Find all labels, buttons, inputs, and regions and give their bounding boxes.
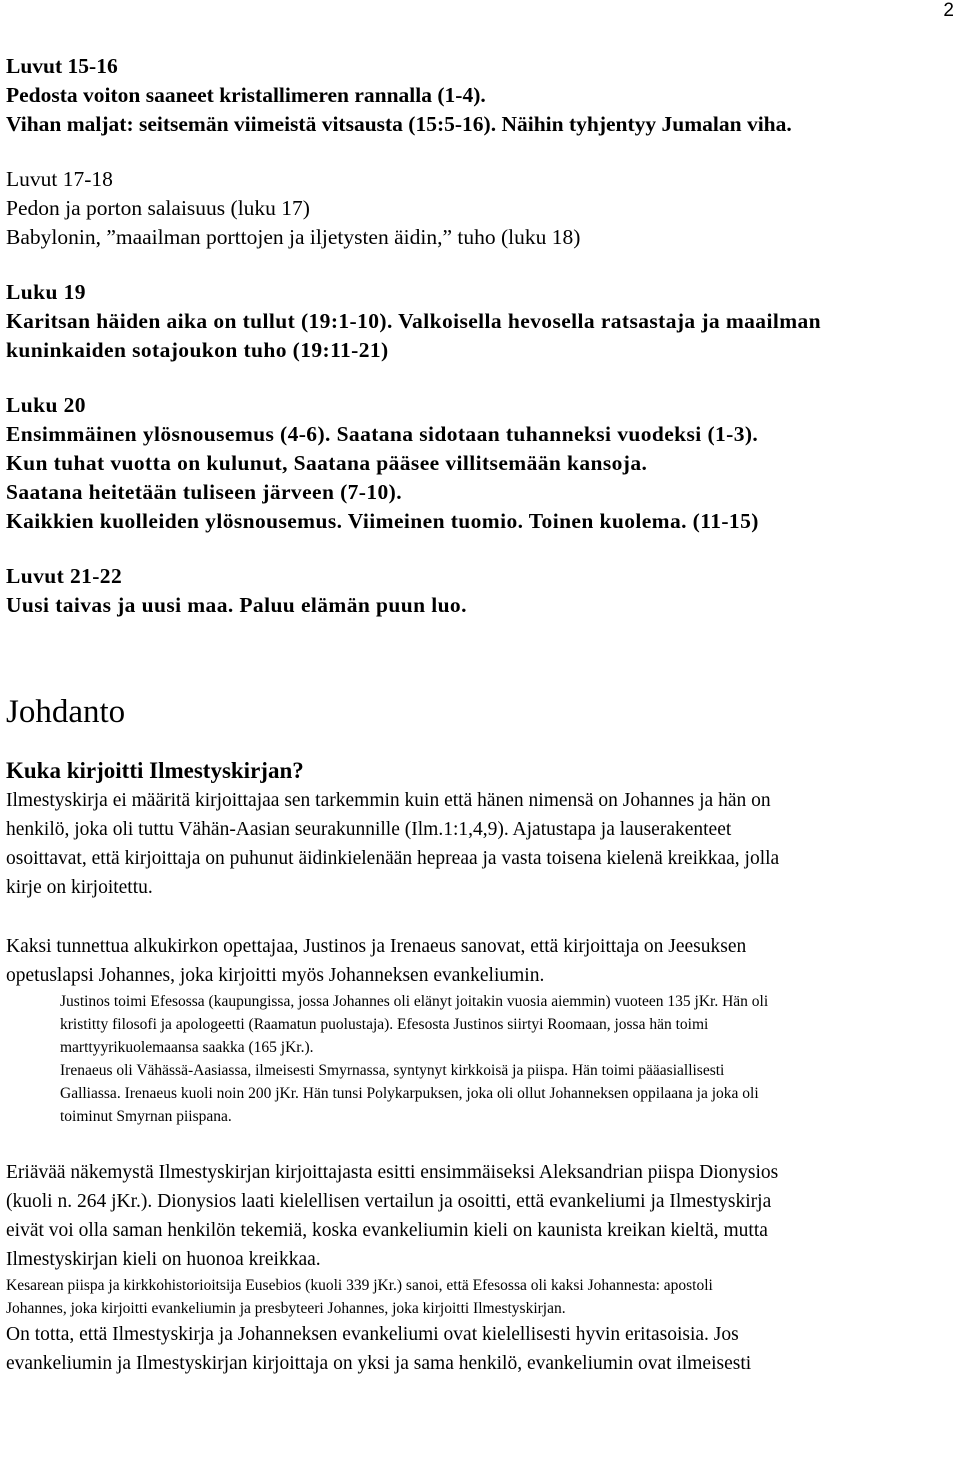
outline-section bbox=[6, 562, 954, 620]
outline-line: Kun tuhat vuotta on kulunut, Saatana pääsee villitsemään kansoja. bbox=[6, 451, 648, 475]
paragraph-line: eivät voi olla saman henkilön tekemiä, koska evankeliumin kieli on kaunista kreikan kieltä, mutta bbox=[6, 1220, 768, 1241]
outline-line: Kaikkien kuolleiden ylösnousemus. Viimeinen tuomio. Toinen kuolema. (11-15) bbox=[6, 509, 759, 533]
note-line: Johannes, joka kirjoitti evankeliumin ja presbyteeri Johannes, joka kirjoitti Ilmestyskirjan. bbox=[6, 1300, 566, 1317]
paragraph-line: opetuslapsi Johannes, joka kirjoitti myös Johanneksen evankeliumin. bbox=[6, 965, 545, 986]
outline-line: Pedosta voiton saaneet kristallimeren rannalla (1-4). bbox=[6, 83, 486, 107]
note-line: toiminut Smyrnan piispana. bbox=[60, 1108, 232, 1125]
outline-heading: Luvut 15-16 bbox=[6, 54, 118, 78]
outline-section bbox=[6, 391, 954, 536]
paragraph-line: osoittavat, että kirjoittaja on puhunut äidinkielenään hepreaa ja vasta toisena kielenä kreikkaa, jolla bbox=[6, 848, 780, 869]
paragraph bbox=[6, 1158, 954, 1274]
outline-line: Saatana heitetään tuliseen järveen (7-10). bbox=[6, 480, 402, 504]
note-line: Justinos toimi Efesossa (kaupungissa, jossa Johannes oli elänyt joitakin vuosia aiemmin) vuoteen 135 jKr. Hän oli bbox=[60, 993, 769, 1010]
paragraph-line: Eriävää näkemystä Ilmestyskirjan kirjoittajasta esitti ensimmäiseksi Aleksandrian piispa Dionysios bbox=[6, 1162, 779, 1183]
paragraph bbox=[6, 932, 954, 990]
note-line: Kesarean piispa ja kirkkohistorioitsija Eusebios (kuoli 339 jKr.) sanoi, että Efesossa oli kaksi Johannesta: apostoli bbox=[6, 1277, 713, 1294]
outline-line: Babylonin, ”maailman porttojen ja iljetysten äidin,” tuho (luku 18) bbox=[6, 225, 581, 249]
outline-line: Pedon ja porton salaisuus (luku 17) bbox=[6, 196, 310, 220]
outline-line: Ensimmäinen ylösnousemus (4-6). Saatana sidotaan tuhanneksi vuodeksi (1-3). bbox=[6, 422, 759, 446]
section-title: Johdanto bbox=[6, 694, 126, 730]
paragraph-line: kirje on kirjoitettu. bbox=[6, 877, 153, 898]
paragraph-line: Ilmestyskirjan kieli on huonoa kreikkaa. bbox=[6, 1249, 321, 1270]
outline-section bbox=[6, 165, 954, 252]
paragraph-line: Ilmestyskirja ei määritä kirjoittajaa sen tarkemmin kuin että hänen nimensä on Johannes ja hän on bbox=[6, 790, 771, 811]
outline-line: kuninkaiden sotajoukon tuho (19:11-21) bbox=[6, 338, 389, 362]
outline-line: Karitsan häiden aika on tullut (19:1-10). Valkoisella hevosella ratsastaja ja maailman bbox=[6, 309, 822, 333]
outline-line: Uusi taivas ja uusi maa. Paluu elämän puun luo. bbox=[6, 593, 467, 617]
outline-line: Vihan maljat: seitsemän viimeistä vitsausta (15:5-16). Näihin tyhjentyy Jumalan viha. bbox=[6, 112, 792, 136]
note-line: kristitty filosofi ja apologeetti (Raamatun puolustaja). Efesosta Justinos siirtyi Roomaan, jossa hän toimi bbox=[60, 1016, 709, 1033]
outline-heading: Luku 20 bbox=[6, 393, 86, 417]
indented-note bbox=[6, 990, 954, 1128]
paragraph-line: Kaksi tunnettua alkukirkon opettajaa, Justinos ja Irenaeus sanovat, että kirjoittaja on Jeesuksen bbox=[6, 936, 747, 957]
outline-section bbox=[6, 278, 954, 365]
outline-heading: Luku 19 bbox=[6, 280, 86, 304]
note-line: Irenaeus oli Vähässä-Aasiassa, ilmeisesti Smyrnassa, syntynyt kirkkoisä ja piispa. Hän toimi pääasiallisesti bbox=[60, 1062, 725, 1079]
paragraph-line: (kuoli n. 264 jKr.). Dionysios laati kielellisen vertailun ja osoitti, että evankeliumi ja Ilmestyskirja bbox=[6, 1191, 772, 1212]
outline-section bbox=[6, 52, 954, 139]
paragraph bbox=[6, 786, 954, 902]
paragraph bbox=[6, 1320, 954, 1378]
page-number: 2 bbox=[943, 0, 954, 21]
note-line: marttyyrikuolemaansa saakka (165 jKr.). bbox=[60, 1039, 314, 1056]
small-note bbox=[6, 1274, 954, 1320]
paragraph-line: On totta, että Ilmestyskirja ja Johanneksen evankeliumi ovat kielellisesti hyvin eritasoisia. Jos bbox=[6, 1324, 739, 1345]
paragraph-line: henkilö, joka oli tuttu Vähän-Aasian seurakunnille (Ilm.1:1,4,9). Ajatustapa ja lauserakenteet bbox=[6, 819, 732, 840]
paragraph-line: evankeliumin ja Ilmestyskirjan kirjoittaja on yksi ja sama henkilö, evankeliumin ovat ilmeisesti bbox=[6, 1353, 752, 1374]
document-body bbox=[6, 52, 954, 1378]
outline-heading: Luvut 21-22 bbox=[6, 564, 123, 588]
outline-heading: Luvut 17-18 bbox=[6, 167, 113, 191]
subheading: Kuka kirjoitti Ilmestyskirjan? bbox=[6, 758, 304, 783]
note-line: Galliassa. Irenaeus kuoli noin 200 jKr. Hän tunsi Polykarpuksen, joka oli ollut Johanneksen oppilaana ja joka oli bbox=[60, 1085, 759, 1102]
